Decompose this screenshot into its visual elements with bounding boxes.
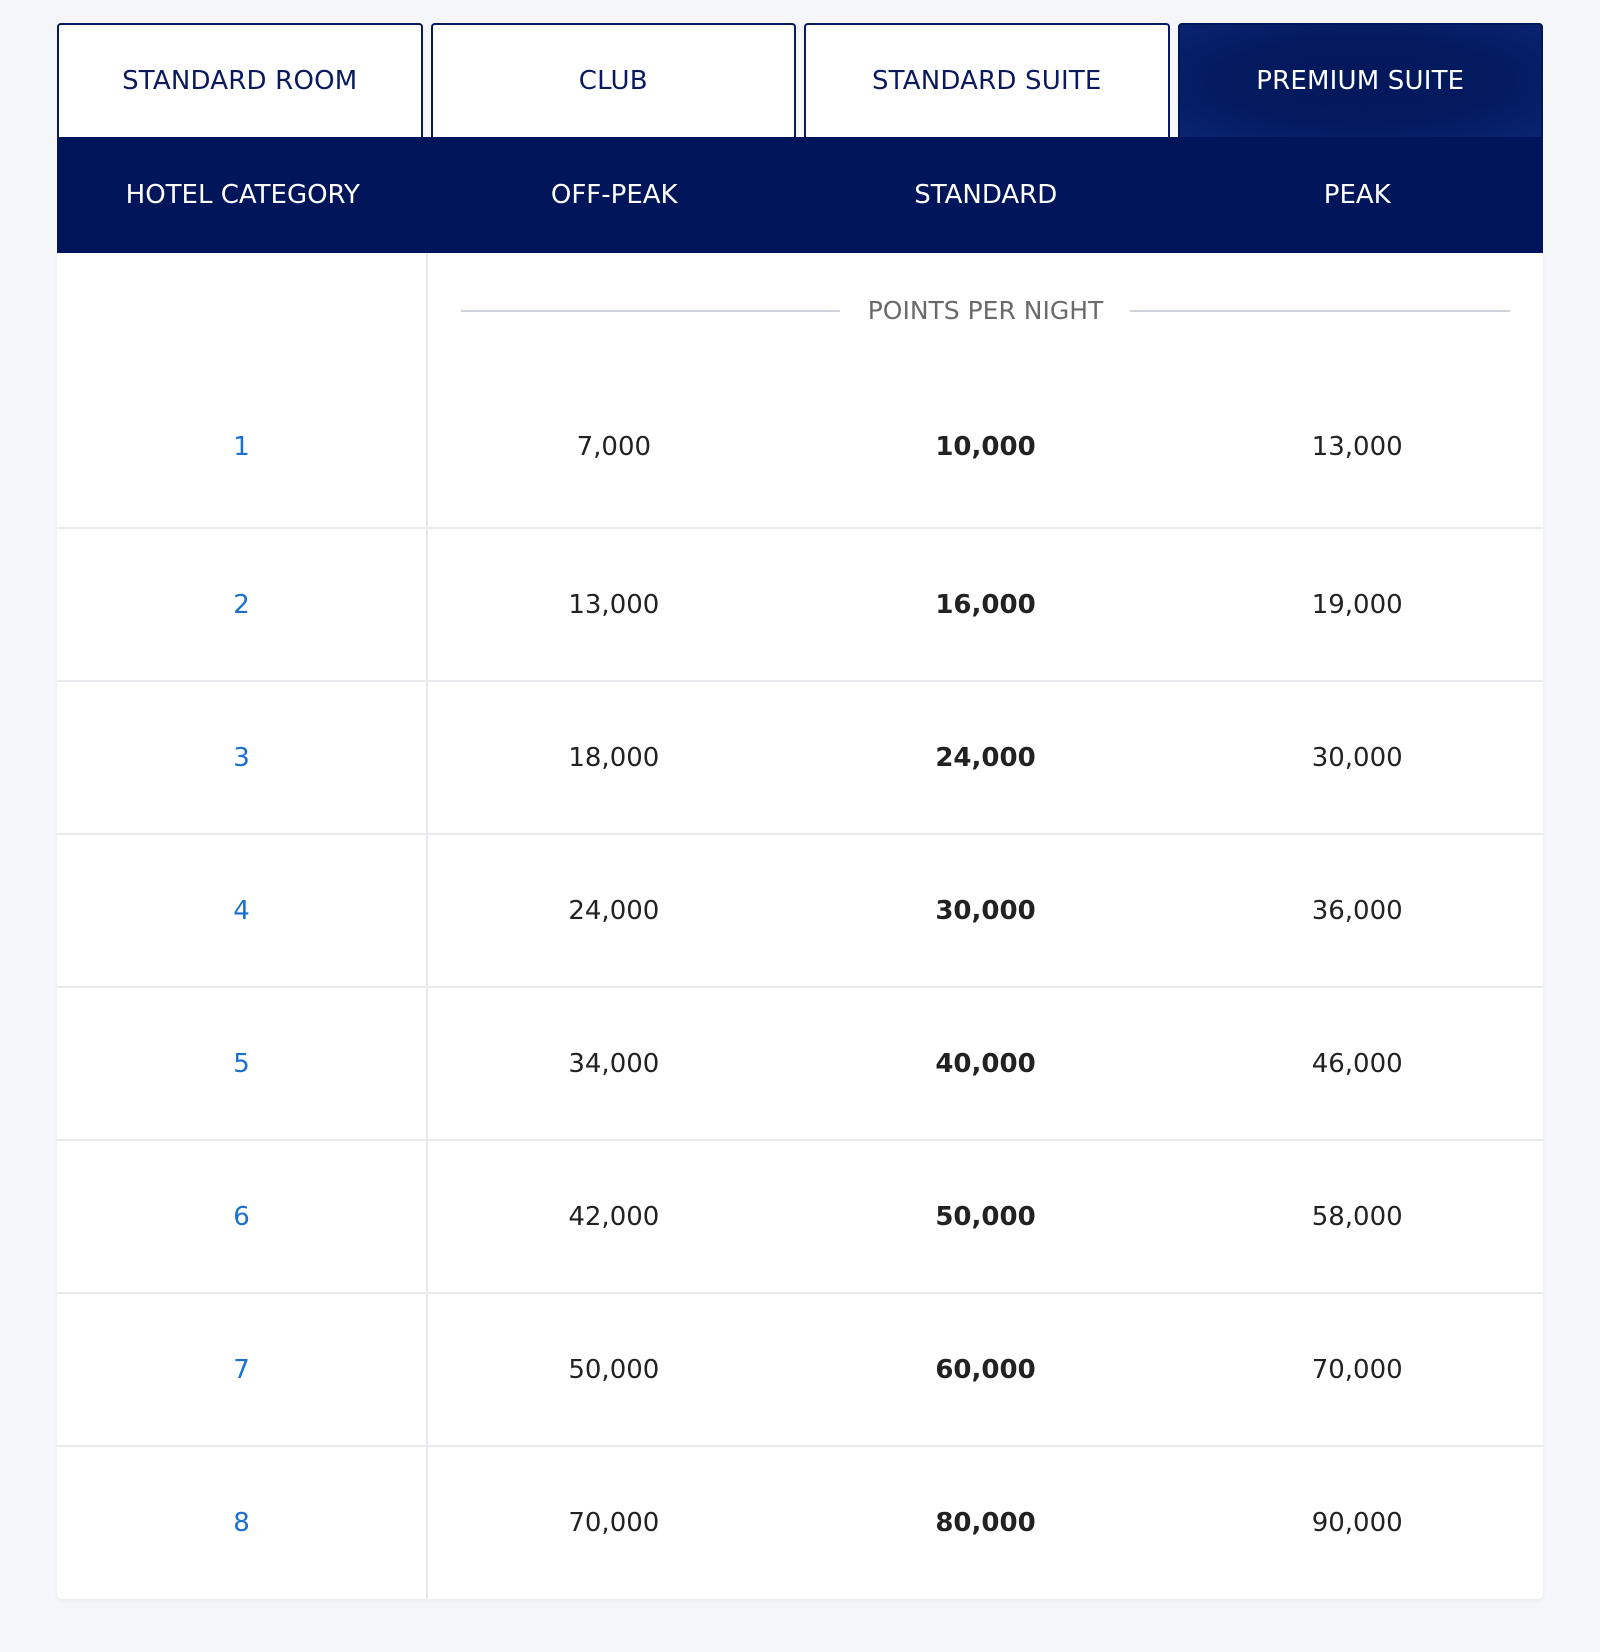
table-row <box>428 1447 1543 1599</box>
table-row <box>428 682 1543 835</box>
peak-value: 90,000 <box>1311 1508 1403 1538</box>
category-link[interactable]: 6 <box>57 1141 426 1294</box>
tab-standard-room[interactable]: STANDARD ROOM <box>57 23 423 137</box>
table-row <box>428 1294 1543 1447</box>
divider-line-left <box>461 310 841 312</box>
tab-club[interactable]: CLUB <box>431 23 797 137</box>
table-row <box>428 1141 1543 1294</box>
points-columns <box>428 253 1543 1599</box>
category-link[interactable]: 2 <box>57 529 426 682</box>
category-column <box>57 253 428 1599</box>
peak-value: 36,000 <box>1311 895 1403 926</box>
standard-value: 50,000 <box>935 1201 1036 1232</box>
off-peak-value: 42,000 <box>568 1201 660 1232</box>
header-peak: PEAK <box>1323 180 1391 210</box>
award-chart <box>57 23 1543 1599</box>
standard-value: 24,000 <box>935 742 1036 773</box>
category-link[interactable]: 8 <box>233 1508 250 1538</box>
table-header <box>57 137 1543 253</box>
standard-value: 30,000 <box>935 895 1036 926</box>
standard-value: 16,000 <box>935 589 1036 620</box>
category-link[interactable]: 7 <box>57 1294 426 1447</box>
off-peak-value: 13,000 <box>568 589 660 620</box>
off-peak-value: 18,000 <box>568 742 660 773</box>
tab-premium-suite[interactable]: PREMIUM SUITE <box>1178 23 1544 137</box>
off-peak-value: 34,000 <box>568 1048 660 1079</box>
header-standard: STANDARD <box>914 180 1058 210</box>
tab-standard-suite[interactable]: STANDARD SUITE <box>804 23 1170 137</box>
standard-value: 40,000 <box>935 1048 1036 1079</box>
header-off-peak: OFF-PEAK <box>550 180 678 210</box>
points-table <box>57 253 1543 1599</box>
peak-value: 70,000 <box>1311 1354 1403 1385</box>
peak-value: 30,000 <box>1311 742 1403 773</box>
category-spacer <box>57 253 426 367</box>
table-row <box>428 529 1543 682</box>
category-link[interactable]: 3 <box>57 682 426 835</box>
header-hotel-category: HOTEL CATEGORY <box>125 180 360 210</box>
peak-value: 46,000 <box>1311 1048 1403 1079</box>
category-link[interactable]: 1 <box>57 367 426 529</box>
standard-value: 80,000 <box>935 1508 1036 1538</box>
off-peak-value: 50,000 <box>568 1354 660 1385</box>
off-peak-value: 7,000 <box>576 432 652 462</box>
room-type-tabs <box>57 23 1543 137</box>
standard-value: 60,000 <box>935 1354 1036 1385</box>
table-row <box>428 988 1543 1141</box>
off-peak-value: 70,000 <box>568 1508 660 1538</box>
standard-value: 10,000 <box>935 432 1036 462</box>
peak-value: 19,000 <box>1311 589 1403 620</box>
category-link[interactable]: 4 <box>57 835 426 988</box>
points-per-night-text: POINTS PER NIGHT <box>840 296 1132 325</box>
points-per-night-label <box>428 253 1543 367</box>
divider-line-right <box>1130 310 1510 312</box>
table-row <box>428 367 1543 529</box>
peak-value: 13,000 <box>1311 432 1403 462</box>
peak-value: 58,000 <box>1311 1201 1403 1232</box>
table-row <box>428 835 1543 988</box>
category-link[interactable]: 5 <box>57 988 426 1141</box>
off-peak-value: 24,000 <box>568 895 660 926</box>
